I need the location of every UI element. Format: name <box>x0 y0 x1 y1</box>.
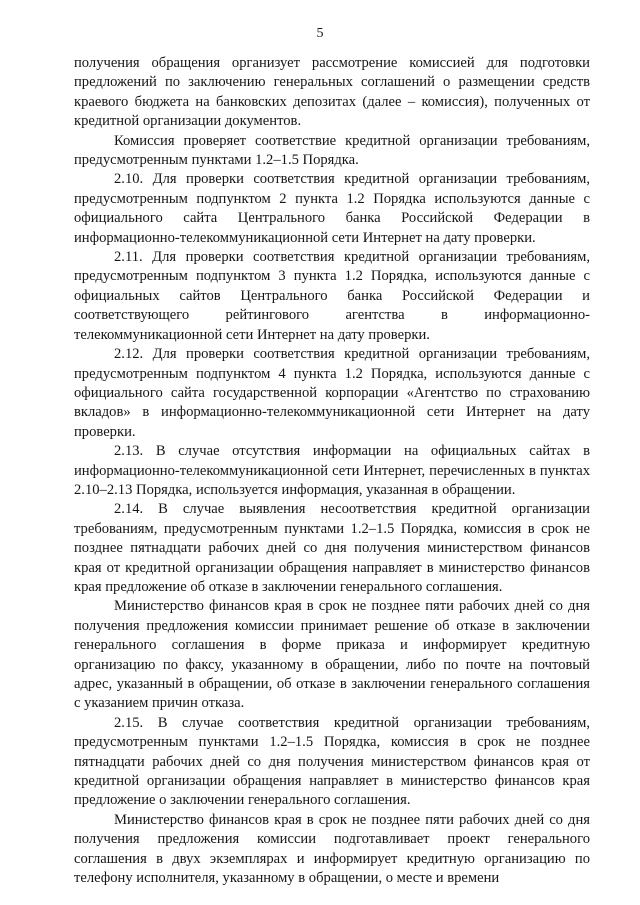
paragraph-2-14: 2.14. В случае выявления несоответствия кредитной организации требованиям, предусмотренным пунктами 1.2–1.5 Порядка, комиссия в срок не позднее пятнадцати рабочих дней со дня получения министерством финансов края от кредитной организации обращения направляет в министерство финансов края предложение об отказе в заключении генерального соглашения. <box>74 501 590 595</box>
paragraph-2-11: 2.11. Для проверки соответствия кредитной организации требованиям, предусмотренным подпунктом 3 пункта 1.2 Порядка, используются данные с официальных сайтов Центрального банка Российской Федерации и соответствующего рейтингового агентства в информационно-телекоммуникационной сети Интернет на дату проверки. <box>74 249 590 343</box>
paragraph-2-12: 2.12. Для проверки соответствия кредитной организации требованиям, предусмотренным подпунктом 4 пункта 1.2 Порядка, используются данные с официального сайта государственной корпорации «Агентство по страхованию вкладов» в информационно-телекоммуникационной сети Интернет на дату проверки. <box>74 346 590 440</box>
paragraph-refusal-decision: Министерство финансов края в срок не позднее пяти рабочих дней со дня получения предложения комиссии принимает решение об отказе в заключении генерального соглашения в форме приказа и информирует кредитную организацию по факсу, указанному в обращении, либо по почте на почтовый адрес, указанный в обращении, об отказе в заключении генерального соглашения с указанием причин отказа. <box>74 598 590 712</box>
paragraph-continuation: получения обращения организует рассмотрение комиссией для подготовки предложений по заключению генеральных соглашений о размещении средств краевого бюджета на банковских депозитах (далее – комиссия), полученных от кредитной организации документов. <box>74 55 590 130</box>
paragraph-2-13: 2.13. В случае отсутствия информации на официальных сайтах в информационно-телекоммуникационной сети Интернет, перечисленных в пунктах 2.10–2.13 Порядка, используется информация, указанная в обращении. <box>74 443 590 498</box>
document-body <box>74 54 590 888</box>
paragraph-commission-check: Комиссия проверяет соответствие кредитной организации требованиям, предусмотренным пунктами 1.2–1.5 Порядка. <box>74 132 590 169</box>
paragraph-agreement-preparation: Министерство финансов края в срок не позднее пяти рабочих дней со дня получения предложения комиссии подготавливает проект генерального соглашения в двух экземплярах и информирует кредитную организацию по телефону исполнителя, указанному в обращении, о месте и времени <box>74 811 590 887</box>
page-number: 5 <box>316 26 324 41</box>
paragraph-2-15: 2.15. В случае соответствия кредитной организации требованиям, предусмотренным пунктами 1.2–1.5 Порядка, комиссия в срок не позднее пятнадцати рабочих дней со дня получения министерством финансов края от кредитной организации обращения направляет в министерство финансов края предложение о заключении генерального соглашения. <box>74 714 590 809</box>
paragraph-2-10: 2.10. Для проверки соответствия кредитной организации требованиям, предусмотренным подпунктом 2 пункта 1.2 Порядка используются данные с официального сайта Центрального банка Российской Федерации в информационно-телекоммуникационной сети Интернет на дату проверки. <box>74 171 590 246</box>
